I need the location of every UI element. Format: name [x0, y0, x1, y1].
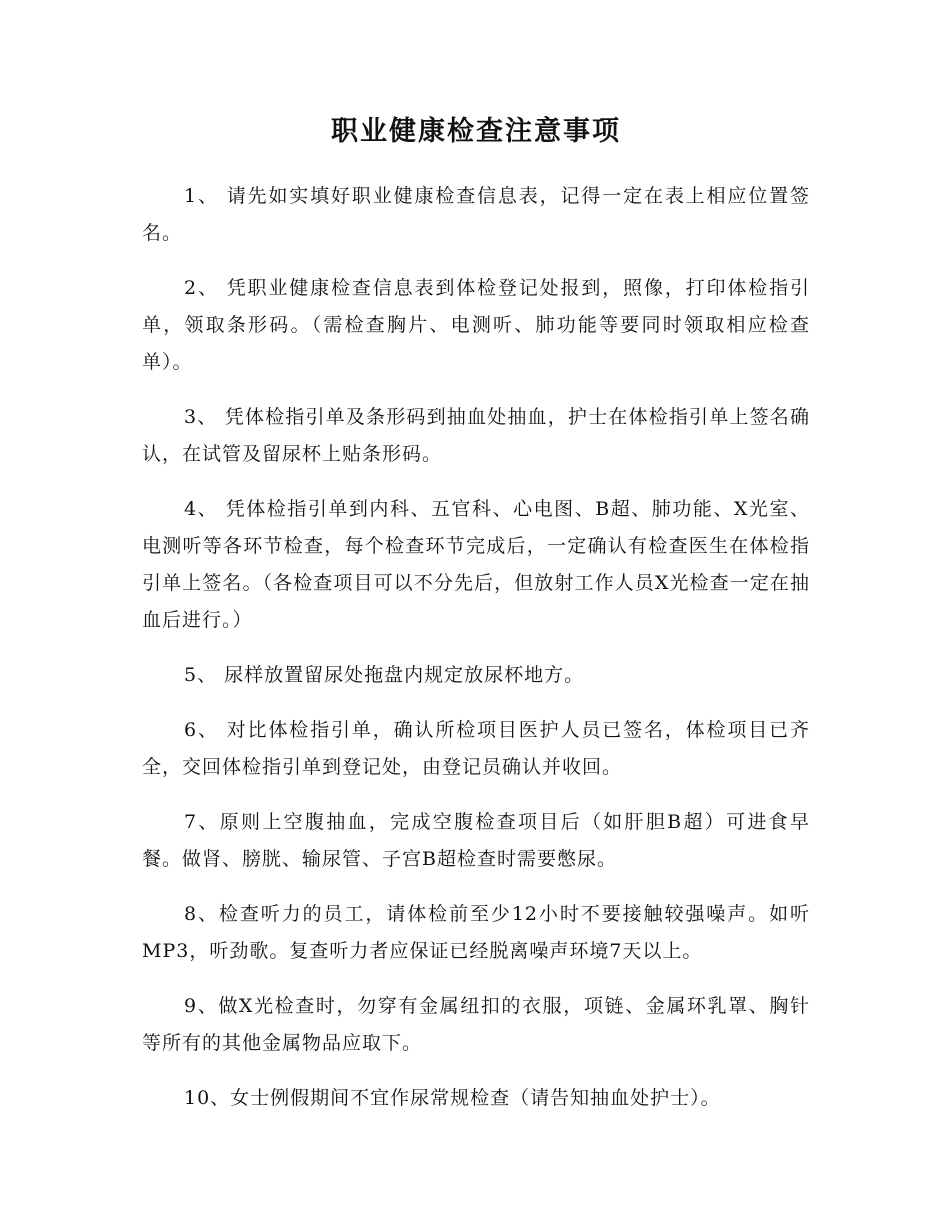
list-item: 5、 尿样放置留尿处拖盘内规定放尿杯地方。	[184, 664, 585, 686]
list-item: 6、 对比体检指引单，确认所检项目医护人员已签名，体检项目已齐全，交回体检指引单到登记处，由登记员确认并收回。	[142, 719, 810, 778]
list-item: 8、检查听力的员工，请体检前至少12小时不要接触较强噪声。如听MP3，听劲歌。复查听力者应保证已经脱离噪声环境7天以上。	[142, 903, 810, 962]
list-item: 1、 请先如实填好职业健康检查信息表，记得一定在表上相应位置签名。	[142, 185, 810, 244]
document-page	[142, 112, 810, 1135]
list-item: 2、 凭职业健康检查信息表到体检登记处报到，照像，打印体检指引单，领取条形码。（需检查胸片、电测听、肺功能等要同时领取相应检查单）。	[142, 277, 810, 373]
list-item: 9、做X光检查时，勿穿有金属纽扣的衣服，项链、金属环乳罩、胸针等所有的其他金属物品应取下。	[142, 995, 810, 1054]
list-item: 7、原则上空腹抽血，完成空腹检查项目后（如肝胆B超）可进食早餐。做肾、膀胱、输尿管、子宫B超检查时需要憋尿。	[142, 811, 810, 870]
list-item: 4、 凭体检指引单到内科、五官科、心电图、B超、肺功能、X光室、电测听等各环节检查，每个检查环节完成后，一定确认有检查医生在体检指引单上签名。（各检查项目可以不分先后，但放射工作人员X光检查一定在抽血后进行。）	[142, 498, 810, 631]
list-item: 10、女士例假期间不宜作尿常规检查（请告知抽血处护士）。	[184, 1087, 721, 1109]
list-item: 3、 凭体检指引单及条形码到抽血处抽血，护士在体检指引单上签名确认，在试管及留尿杯上贴条形码。	[142, 406, 810, 465]
page-title: 职业健康检查注意事项	[331, 116, 621, 147]
